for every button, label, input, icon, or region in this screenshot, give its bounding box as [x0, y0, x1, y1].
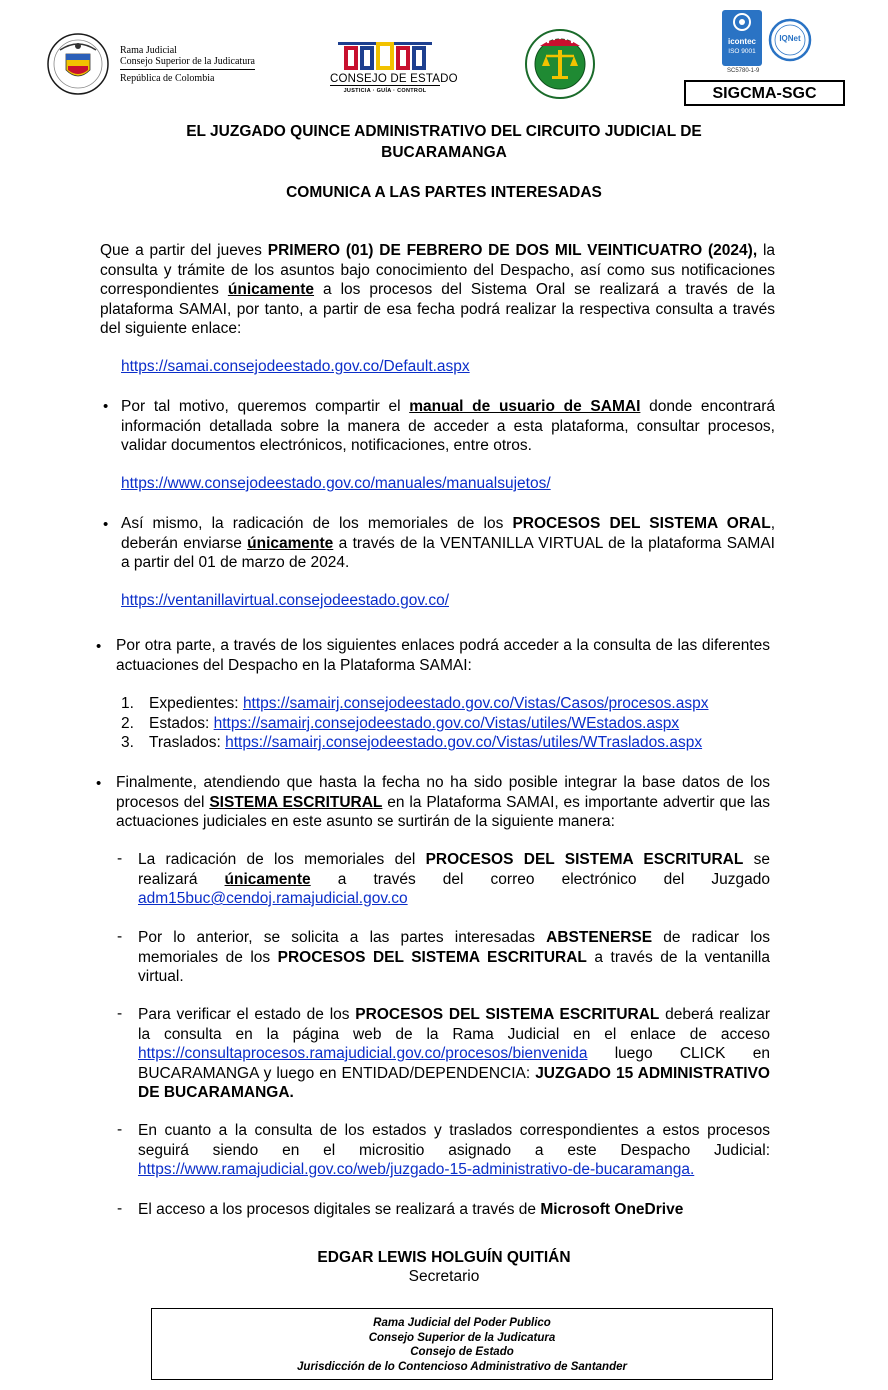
dash-1-marker: -: [117, 850, 123, 867]
title-line2: BUCARAMANGA: [381, 144, 507, 161]
list-item-estados: 2. Estados: https://samairj.consejodeestado.gov.co/Vistas/utiles/WEstados.aspx: [121, 714, 680, 732]
dash-4-text: En cuanto a la consulta de los estados y traslados correspondientes a estos procesos seguirá siendo en el micrositio asignado a este Despacho Judicial: https://www.ramajudicial.gov.co/web/juzgado-15-administrativo-de-bucaramanga.: [138, 1122, 770, 1178]
bullet-2-text: Así mismo, la radicación de los memoriales de los PROCESOS DEL SISTEMA ORAL, deberán enviarse únicamente a través de la VENTANILLA VIRTUAL de la plataforma SAMAI a partir del 01 de marzo de 2024.: [121, 515, 775, 571]
footer-line3: Consejo de Estado: [410, 1346, 514, 1358]
consejo-de-estado-title: CONSEJO DE ESTADO: [330, 73, 458, 85]
document-title: [100, 121, 788, 163]
bullet-3-text: Por otra parte, a través de los siguientes enlaces podrá acceder a la consulta de las diferentes actuaciones del Despacho en la Plataforma SAMAI:: [116, 637, 770, 674]
bullet-4-dot: •: [96, 775, 102, 792]
list-item-expedientes: 1. Expedientes: https://samairj.consejodeestado.gov.co/Vistas/Casos/procesos.aspx: [121, 695, 709, 712]
iso-label: ISO 9001: [728, 48, 756, 55]
dash-5-marker: -: [117, 1200, 123, 1217]
ventanilla-url[interactable]: https://ventanillavirtual.consejodeestado.gov.co/: [121, 592, 449, 609]
samai-url[interactable]: https://samai.consejodeestado.gov.co/Default.aspx: [121, 358, 470, 375]
icontec-certification-logo: [722, 10, 762, 66]
consultaprocesos-link[interactable]: https://consultaprocesos.ramajudicial.gov.co/procesos/bienvenida: [138, 1045, 588, 1062]
title-line1: EL JUZGADO QUINCE ADMINISTRATIVO DEL CIRCUITO JUDICIAL DE: [186, 123, 702, 140]
samai-links-list: [121, 694, 708, 753]
rama-judicial-logo: [46, 32, 110, 96]
signer-role: Secretario: [408, 1268, 480, 1285]
expedientes-url[interactable]: https://samairj.consejodeestado.gov.co/Vistas/Casos/procesos.aspx: [242, 695, 709, 712]
estados-url[interactable]: https://samairj.consejodeestado.gov.co/Vistas/utiles/WEstados.aspx: [213, 714, 680, 732]
list-item-traslados: 3. Traslados: https://samairj.consejodeestado.gov.co/Vistas/utiles/WTraslados.aspx: [121, 734, 703, 751]
document-subtitle: COMUNICA A LAS PARTES INTERESADAS: [286, 184, 602, 201]
intro-paragraph: Que a partir del jueves PRIMERO (01) DE FEBRERO DE DOS MIL VEINTICUATRO (2024), la consulta y trámite de los asuntos bajo conocimiento del Despacho, así como sus notificaciones correspondientes únicamente a los procesos del Sistema Oral se realizará a través de la plataforma SAMAI, por tanto, a partir de esa fecha podrá realizar la respectiva consulta a través del siguiente enlace:: [100, 242, 776, 337]
footer-line4: Jurisdicción de lo Contencioso Administrativo de Santander: [297, 1360, 627, 1373]
rama-judicial-text: [120, 45, 255, 84]
jurisdiccion-seal-logo: [524, 28, 596, 100]
dash-1-text: La radicación de los memoriales del PROCESOS DEL SISTEMA ESCRITURAL se realizará únicamente a través del correo electrónico del Juzgado adm15buc@cendoj.ramajudicial.gov.co: [138, 851, 771, 907]
signer-name: EDGAR LEWIS HOLGUÍN QUITIÁN: [317, 1249, 571, 1266]
dash-3-marker: -: [117, 1005, 123, 1022]
rama-line3: República de Colombia: [120, 73, 215, 84]
dash-2-text: Por lo anterior, se solicita a las partes interesadas ABSTENERSE de radicar los memoriales de los PROCESOS DEL SISTEMA ESCRITURAL a través de la ventanilla virtual.: [138, 929, 771, 985]
dash-5-text: El acceso a los procesos digitales se realizará a través de Microsoft OneDrive: [138, 1201, 684, 1218]
bullet-1-dot: •: [103, 398, 109, 415]
consejo-de-estado-subtitle: JUSTICIA · GUÍA · CONTROL: [343, 88, 427, 94]
footer-box: [151, 1308, 773, 1380]
footer-line1: Rama Judicial del Poder Publico: [373, 1317, 551, 1329]
footer-line2: Consejo Superior de la Judicatura: [368, 1331, 556, 1344]
dash-2-marker: -: [117, 928, 123, 945]
micrositio-link[interactable]: https://www.ramajudicial.gov.co/web/juzgado-15-administrativo-de-bucaramanga.: [138, 1161, 695, 1178]
consejo-de-estado-logo: [330, 38, 458, 96]
rama-line1: Rama Judicial: [120, 45, 177, 56]
iqnet-label: IQNet: [779, 34, 801, 43]
dash-3-text: Para verificar el estado de los PROCESOS DEL SISTEMA ESCRITURAL deberá realizar la consulta en la página web de la Rama Judicial en el enlace de acceso https://consultaprocesos.ramajudicial.gov.co/procesos/bienvenida luego CLICK en BUCARAMANGA y luego en ENTIDAD/DEPENDENCIA: JUZGADO 15 ADMINISTRATIVO DE BUCARAMANGA.: [138, 1006, 770, 1101]
certificate-code: SC5780-1-9: [727, 68, 760, 74]
sigcma-code-box: SIGCMA-SGC: [684, 80, 845, 106]
manual-link[interactable]: [121, 474, 551, 494]
iqnet-certification-logo: [768, 18, 812, 62]
samai-link[interactable]: [121, 357, 470, 377]
dash-4-marker: -: [117, 1121, 123, 1138]
rama-line2: Consejo Superior de la Judicatura: [120, 56, 255, 70]
juzgado-email-link[interactable]: adm15buc@cendoj.ramajudicial.gov.co: [138, 890, 408, 907]
traslados-url[interactable]: https://samairj.consejodeestado.gov.co/Vistas/utiles/WTraslados.aspx: [225, 734, 703, 751]
ventanilla-link[interactable]: [121, 591, 449, 611]
bullet-3-dot: •: [96, 638, 102, 655]
manual-url[interactable]: https://www.consejodeestado.gov.co/manuales/manualsujetos/: [121, 475, 551, 492]
bullet-4-text: Finalmente, atendiendo que hasta la fecha no ha sido posible integrar la base datos de los procesos del SISTEMA ESCRITURAL en la Plataforma SAMAI, es importante advertir que las actuaciones judiciales en este asunto se surtirán de la siguiente manera:: [116, 774, 770, 830]
bullet-1-text: Por tal motivo, queremos compartir el manual de usuario de SAMAI donde encontrará información detallada sobre la manera de acceder a esta plataforma, consultar procesos, validar documentos electrónicos, notificaciones, entre otros.: [121, 398, 775, 454]
bullet-2-dot: •: [103, 516, 109, 533]
icontec-label: icontec: [727, 37, 756, 46]
